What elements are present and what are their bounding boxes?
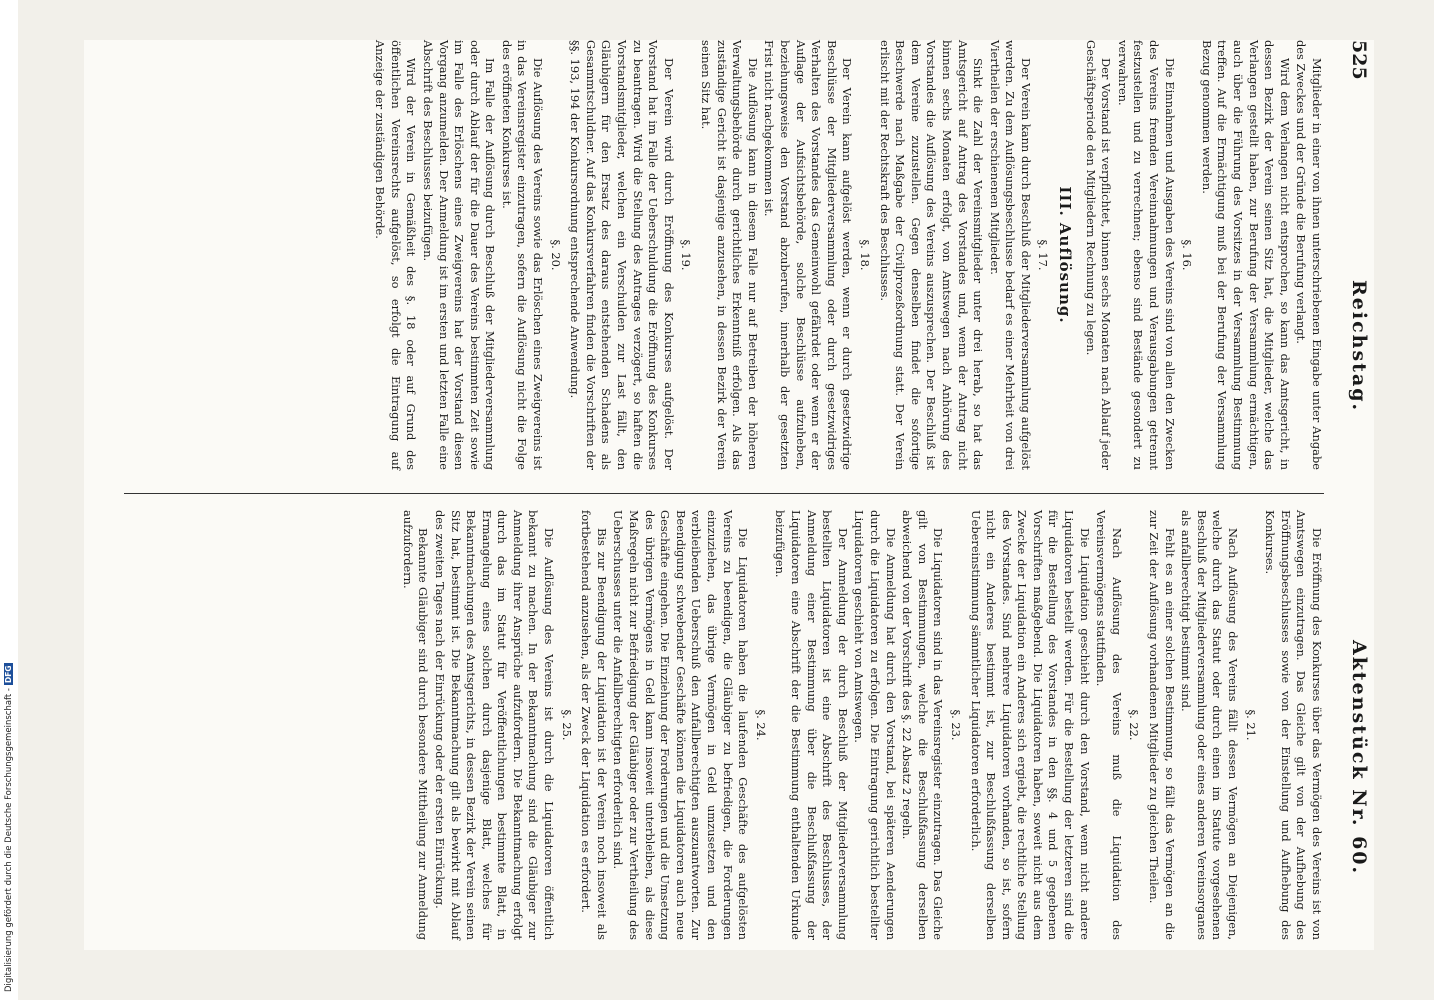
paragraph: Die Auflösung des Vereins sowie das Erlöschen eines Zweigvereins ist in das Vereinsregister einzutragen, sofern die Auflösung nicht die Folge des eröffneten Konkurses ist. <box>499 40 546 470</box>
paragraph: Die Anmeldung hat durch den Vorstand, bei späteren Aenderungen durch die Liquidatoren zu erfolgen. Die Eintragung gerichtlich bestellter Liquidatoren geschieht von Amtswegen. <box>852 510 898 940</box>
paragraph: Bis zur Beendigung der Liquidation ist der Verein noch insoweit als fortbestehend anzusehen, als der Zweck der Liquidation es erfordert. <box>579 510 609 940</box>
document-number: Aktenstück Nr. 60. <box>1348 640 1370 876</box>
paragraph: Nach Auflösung des Vereins muß die Liquidation des Vereinsvermögens stattfinden. <box>1094 510 1124 940</box>
section-number: §. 25. <box>559 709 574 741</box>
page-number: 525 <box>1348 40 1370 80</box>
section-number: §. 18. <box>857 239 872 271</box>
paragraph: Sinkt die Zahl der Vereinsmitglieder unter drei herab, so hat das Amtsgericht auf Antrag des Vorstandes und, wenn der Antrag nicht binnen sechs Monaten erfolgt, von Amtswegen nach Anhörung des Vorstandes die Auflösung des Vereins auszusprechen. Der Beschluß ist dem Vereine zuzustellen. Gegen denselben findet die sofortige Beschwerde nach Maßgabe der Civilprozeßordnung statt. Der Verein erlischt mit der Rechtskraft des Beschlusses. <box>877 40 986 470</box>
paragraph: Der Anmeldung der durch Beschluß der Mitgliederversammlung bestellten Liquidatoren ist eine Abschrift des Beschlusses, der Anmeldung einer Bestimmung über die Beschlußfassung der Liquidatoren eine Abschrift der die Bestimmung enthaltenden Urkunde beizufügen. <box>773 510 850 940</box>
funding-credit: Digitalisierung gefördert durch die Deutsche Forschungsgemeinschaft - <box>4 688 14 992</box>
dfg-logo: DFG <box>4 665 13 684</box>
paragraph: Nach Auflösung des Vereins fällt dessen Vermögen an Diejenigen, welche durch das Statut oder durch einen im Statute vorgesehenen Beschluß der Mitgliederversammlung oder eines anderen Vereinsorganes als anfallberechtigt bestimmt sind. <box>1179 510 1241 940</box>
paragraph: Die Eröffnung des Konkurses über das Vermögen des Vereins ist von Amtswegen einzutragen. Das Gleiche gilt von der Aufhebung des Eröffnungsbeschlusses sowie von der Einstellung und Aufhebung des Konkurses. <box>1263 510 1324 940</box>
chapter-heading: III. Auflösung. <box>1056 186 1075 324</box>
section-number: §. 20. <box>548 239 563 271</box>
right-column <box>94 510 1324 940</box>
paragraph: Der Verein kann aufgelöst werden, wenn er durch gesetzwidrige Beschlüsse der Mitgliederversammlung oder durch gesetzwidriges Verhalten des Vorstandes das Gemeinwohl gefährdet oder wenn er der Auflage der Aufsichtsbehörde, solche Beschlüsse aufzuheben, beziehungsweise den Vorstand abzuberufen, innerhalb der gesetzten Frist nicht nachgekommen ist. <box>762 40 855 470</box>
document-page <box>84 40 1374 950</box>
paragraph: Die Liquidatoren haben die laufenden Geschäfte des aufgelösten Vereins zu beendigen, die Gläubiger zu befriedigen, die Forderungen einzuziehen, das übrige Vermögen in Geld umzusetzen und den verbleibenden Ueberschuß den Anfallberechtigten auszuantworten. Zur Beendigung schwebender Geschäfte können die Liquidatoren auch neue Geschäfte eingehen. Die Einziehung der Forderungen und die Umsetzung des übrigen Vermögens in Geld kann insoweit unterbleiben, als diese Maßregeln nicht zur Befriedigung der Gläubiger oder zur Vertheilung des Ueberschusses unter die Anfallberechtigten erforderlich sind. <box>611 510 751 940</box>
column-divider <box>124 493 1324 494</box>
paragraph: Der Verein kann durch Beschluß der Mitgliederversammlung aufgelöst werden. Zu dem Auflösungsbeschlusse bedarf es einer Mehrheit von drei Viertheilen der erschienenen Mitglieder. <box>987 40 1033 470</box>
paragraph: Bekannte Gläubiger sind durch besondere Mittheilung zur Anmeldung aufzufordern. <box>400 510 431 940</box>
left-column <box>94 40 1324 470</box>
section-number: §. 17. <box>1036 239 1051 271</box>
paragraph: Die Auflösung des Vereins ist durch die Liquidatoren öffentlich bekannt zu machen. In der Bekanntmachung sind die Gläubiger zur Anmeldung ihrer Ansprüche aufzufordern. Die Bekanntmachung erfolgt durch das im Statut für Veröffentlichungen bestimmte Blatt, in Ermangelung eines solchen durch dasjenige Blatt, welches für Bekanntmachungen des Amtsgerichts, in dessen Bezirk der Verein seinen Sitz hat, bestimmt ist. Die Bekanntmachung gilt als bewirkt mit Ablauf des zweiten Tages nach der Einrückung oder der ersten Einrückung. <box>432 510 557 940</box>
paragraph: Die Liquidatoren sind in das Vereinsregister einzutragen. Das Gleiche gilt von Bestimmungen, welche die Beschlußfassung derselben abweichend von der Vorschrift des §. 22 Absatz 2 regeln. <box>900 510 946 940</box>
paragraph: Der Verein wird durch Eröffnung des Konkurses aufgelöst. Der Vorstand hat im Falle der Ueberschuldung die Eröffnung des Konkurses zu beantragen. Wird die Stellung des Antrages verzögert, so haften die Vorstandsmitglieder, welchen ein Verschulden zur Last fällt, den Gläubigern für den Ersatz des daraus entstehenden Schadens als Gesammtschuldner. Auf das Konkursverfahren finden die Vorschriften der §§. 193, 194 der Konkursordnung entsprechende Anwendung. <box>568 40 676 470</box>
paragraph: Die Einnahmen und Ausgaben des Vereins sind von allen den Zwecken des Vereins fremden Vereinnahmungen und Verausgabungen getrennt festzustellen und zu verrechnen; ebenso sind Bestände gesondert zu verwahren. <box>1115 40 1177 470</box>
paragraph: Im Falle der Auflösung durch Beschluß der Mitgliederversammlung oder durch Ablauf der für die Dauer des Vereins bestimmten Zeit sowie im Falle des Erlöschens eines Zweigvereins hat der Vorstand diesen Vorgang anzumelden. Der Anmeldung ist im ersten und letzten Falle eine Abschrift des Beschlusses beizufügen. <box>420 40 498 470</box>
section-number: §. 23. <box>948 709 963 741</box>
paragraph: Wird dem Verlangen nicht entsprochen, so kann das Amtsgericht, in dessen Bezirk der Verein seinen Sitz hat, die Mitglieder, welche das Verlangen gestellt haben, zur Berufung der Versammlung ermächtigen, auch über die Führung des Vorsitzes in der Versammlung Bestimmung treffen. Auf die Ermächtigung muß bei der Berufung der Versammlung Bezug genommen werden. <box>1199 40 1292 470</box>
section-number: §. 21. <box>1243 709 1258 741</box>
paragraph: Fehlt es an einer solchen Bestimmung, so fällt das Vermögen an die zur Zeit der Auflösung vorhandenen Mitglieder zu gleichen Theilen. <box>1147 510 1177 940</box>
section-number: §. 16. <box>1180 239 1195 271</box>
paragraph: Mitglieder in einer von ihnen unterschriebenen Eingabe unter Angabe des Zweckes und der Gründe die Berufung verlangt. <box>1294 40 1324 470</box>
section-number: §. 22. <box>1127 709 1142 741</box>
paragraph: Der Vorstand ist verpflichtet, binnen sechs Monaten nach Ablauf jeder Geschäftsperiode den Mitgliedern Rechnung zu legen. <box>1083 40 1114 470</box>
running-title: Reichstag. <box>1348 280 1370 413</box>
paragraph: Die Liquidation geschieht durch den Vorstand, wenn nicht andere Liquidatoren bestellt werden. Für die Bestellung der letzteren sind die für die Bestellung des Vorstandes in den §§. 4 und 5 gegebenen Vorschriften maßgebend. Die Liquidatoren haben, soweit nicht aus dem Zwecke der Liquidation ein Anderes sich ergiebt, die rechtliche Stellung des Vorstandes. Sind mehrere Liquidatoren vorhanden, so ist, sofern nicht ein Anderes bestimmt ist, zur Beschlußfassung derselben Uebereinstimmung sämmtlicher Liquidatoren erforderlich. <box>968 510 1092 940</box>
paragraph: Wird der Verein in Gemäßheit des §. 18 oder auf Grund des öffentlichen Vereinsrechts aufgelöst, so erfolgt die Eintragung auf Anzeige der zuständigen Behörde. <box>373 40 419 470</box>
section-number: §. 24. <box>753 709 768 741</box>
section-number: §. 19. <box>679 239 694 271</box>
paragraph: Die Auflösung kann in diesem Falle nur auf Betreiben der höheren Verwaltungsbehörde durch gerichtliches Erkenntniß erfolgen. Als das zuständige Gericht ist dasjenige anzusehen, in dessen Bezirk der Verein seinen Sitz hat. <box>699 40 760 470</box>
page-header <box>1338 40 1374 950</box>
